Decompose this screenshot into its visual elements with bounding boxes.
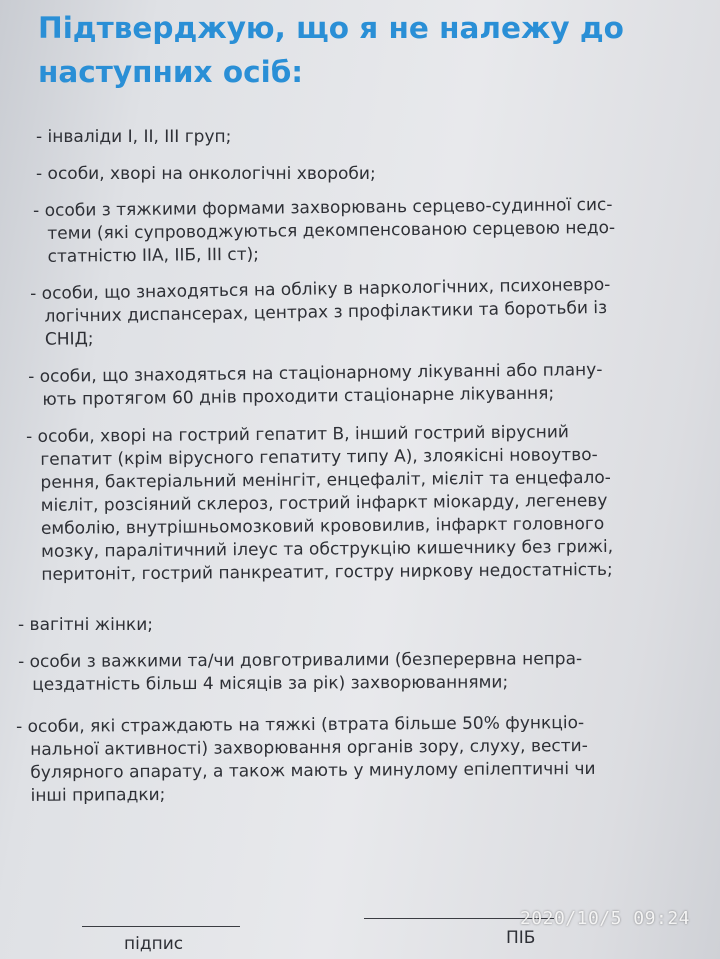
list-item-line: - особи, хворі на онкологічні хвороби; (36, 163, 376, 186)
list-item-line: перитоніт, гострий панкреатит, гостру ниркову недостатність; (41, 559, 613, 585)
list-item-line: мозку, паралітичний ілеус та обструкцію кишечнику без грижі, (41, 536, 614, 562)
list-item-line: - інваліди І, ІІ, ІІІ груп; (36, 126, 231, 149)
document-title (38, 6, 698, 94)
list-item-line: - особи, які страждають на тяжкі (втрата більше 50% функціо- (16, 712, 595, 739)
list-item-line: гепатит (крім вірусного гепатиту типу А), злоякісні новоутво- (40, 445, 598, 470)
list-item-line: - особи, хворі на гострий гепатит В, інший гострий вірусний (26, 421, 612, 449)
list-item-line: - вагітні жінки; (18, 614, 153, 637)
list-item-8 (18, 648, 582, 697)
name-label: ПІБ (506, 928, 536, 948)
signature-label: підпис (124, 934, 184, 954)
list-item-line: нальної активності) захворювання органів зору, слуху, вести- (30, 736, 588, 760)
list-item-3 (33, 194, 616, 269)
list-item-2 (36, 163, 376, 186)
list-item-line: - особи, що знаходяться на стаціонарному лікуванні або плану- (28, 359, 603, 389)
list-item-line: булярного апарату, а також мають у минулому епілептичні чи (30, 758, 596, 783)
list-item-1 (36, 126, 231, 149)
list-item-9 (16, 712, 596, 808)
list-item-4 (30, 274, 611, 352)
list-item-line: - особи з тяжкими формами захворювань серцево-судинної сис- (33, 194, 615, 223)
list-item-line: теми (які супроводжуються декомпенсованою серцевою недо- (47, 217, 616, 244)
list-item-line: ють протягом 60 днів проходити стаціонарне лікування; (42, 383, 555, 410)
list-item-line: статністю ІІА, ІІБ, ІІІ ст); (47, 244, 260, 267)
list-item-line: СНІД; (44, 329, 94, 350)
list-item-line: інші припадки; (30, 784, 166, 806)
list-item-line: - особи з важкими та/чи довготривалими (безперервна непра- (18, 648, 582, 674)
list-item-line: цездатність більш 4 місяців за рік) захворюваннями; (32, 672, 509, 695)
signature-line (82, 926, 240, 927)
list-item-line: рення, бактеріальний менінгіт, енцефаліт, мієліт та енцефало- (40, 467, 611, 493)
title-line-1: Підтверджую, що я не належу до (38, 11, 624, 45)
list-item-line: логічних диспансерах, центрах з профілактики та боротьби із (44, 297, 608, 327)
title-line-2: наступних осіб: (38, 55, 304, 89)
list-item-6 (26, 421, 613, 587)
list-item-line: мієліт, розсіяний склероз, гострий інфаркт міокарду, легеневу (40, 490, 608, 516)
list-item-7 (18, 614, 153, 637)
photo-timestamp: 2020/10/5 09:24 (519, 908, 690, 929)
list-item-line: - особи, що знаходяться на обліку в наркологічних, психоневро- (30, 274, 611, 306)
list-item-line: емболію, внутрішньомозковий крововилив, інфаркт головного (40, 513, 605, 539)
list-item-5 (28, 359, 603, 412)
